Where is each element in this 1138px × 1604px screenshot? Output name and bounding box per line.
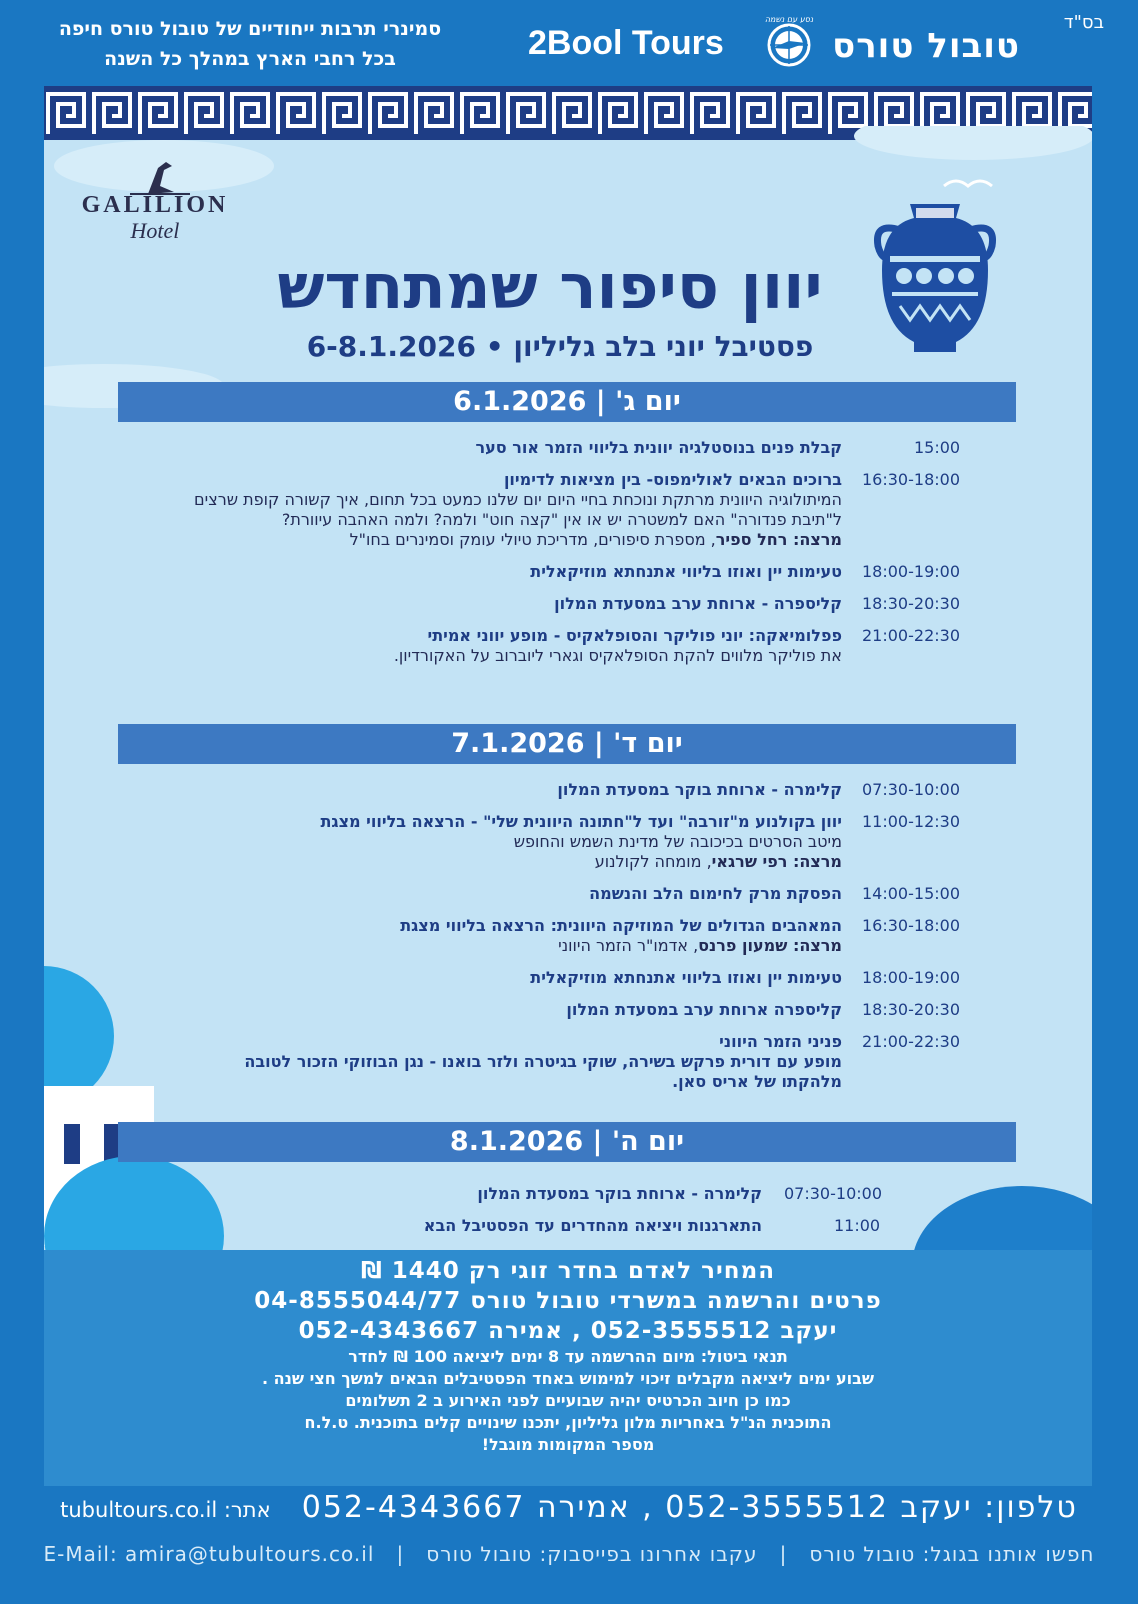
schedule-item xyxy=(62,438,842,458)
time-slot: 21:00-22:30 xyxy=(862,626,960,645)
item-title: פפלומיאקה: יוני פוליקר והסופלאקיס - מופע יווני אמיתי xyxy=(427,626,842,645)
time-slot: 16:30-18:00 xyxy=(862,470,960,489)
footer-social xyxy=(0,1542,1138,1566)
day-header-2: יום ד' | 7.1.2026 xyxy=(118,724,1016,764)
time-slot: 18:00-19:00 xyxy=(862,968,960,987)
disclaimer: התוכנית הנ"ל באחריות מלון גליליון, יתכנו שינויים קלים בתוכנית. ט.ל.ח xyxy=(304,1413,832,1432)
item-title: יוון בקולנוע מ"זורבה" ועד ל"חתונה היוונית שלי" - הרצאה בליווי מצגת xyxy=(320,812,842,831)
time-slot: 18:00-19:00 xyxy=(862,562,960,581)
item-title: התארגנות ויציאה מהחדרים עד הפסטיבל הבא xyxy=(423,1216,762,1235)
hotel-name: GALILION xyxy=(81,192,229,218)
schedule-item xyxy=(62,1184,762,1204)
item-title: טעימות יין ואוזו בליווי אתנחתא מוזיקאלית xyxy=(530,968,842,987)
compass-logo-icon xyxy=(758,12,820,74)
website-link[interactable]: tubultours.co.il xyxy=(60,1498,218,1522)
time-slot: 18:30-20:30 xyxy=(862,1000,960,1019)
price-line: המחיר לאדם בחדר זוגי רק 1440 ₪ xyxy=(360,1258,776,1284)
festival-poster xyxy=(44,86,1092,1486)
schedule-item xyxy=(62,1000,842,1020)
email-link[interactable]: E-Mail: amira@tubultours.co.il xyxy=(43,1542,375,1566)
slogan-line-2: בכל רחבי הארץ במהלך כל השנה xyxy=(104,48,396,70)
day-header-3: יום ה' | 8.1.2026 xyxy=(118,1122,1016,1162)
schedule-item xyxy=(62,968,842,988)
website-label: אתר: xyxy=(223,1498,271,1522)
lecturer-name: מרצה: שמעון פרנס xyxy=(698,936,842,955)
schedule-item xyxy=(62,594,842,614)
bsd-mark: בס"ד xyxy=(1063,12,1104,33)
item-title: פניני הזמר היווני xyxy=(719,1032,842,1051)
lecturer-bio: , אדמו"ר הזמר היווני xyxy=(558,936,699,955)
item-description: המיתולוגיה היוונית מרתקת ונוכחת בחיי היום יום שלנו כמעט בכל תחום, איך קשורה קופת שרצים xyxy=(194,490,842,509)
schedule-item xyxy=(62,1032,842,1092)
facebook-link[interactable]: עקבו אחרונו בפייסבוק: טובול טורס xyxy=(426,1542,758,1566)
logo-slogan: נסע עם נשמה xyxy=(764,15,814,24)
lecturer-bio: , מומחה לקולנוע xyxy=(594,852,712,871)
separator: | xyxy=(396,1542,405,1566)
contact-line: יעקב 052-3555512 , אמירה 052-4343667 xyxy=(298,1318,838,1344)
lecturer-bio: , מספרת סיפורים, מדריכת טיולי עומק וסמינרים בחו"ל xyxy=(349,530,716,549)
item-title: קליספרה - ארוחת ערב במסעדת המלון xyxy=(554,594,842,613)
time-slot: 14:00-15:00 xyxy=(862,884,960,903)
time-slot: 11:00-12:30 xyxy=(862,812,960,831)
time-slot: 16:30-18:00 xyxy=(862,916,960,935)
item-title: טעימות יין ואוזו בליווי אתנחתא מוזיקאלית xyxy=(530,562,842,581)
footer-phones xyxy=(0,1490,1138,1525)
cancel-terms-2: שבוע ימים ליציאה מקבלים זיכוי למימוש באחד הפסטיבלים הבאים למשך חצי שנה . xyxy=(262,1369,874,1388)
limited-seats: מספר המקומות מוגבל! xyxy=(481,1435,655,1454)
lecturer-name: מרצה: רחל ספיר xyxy=(715,530,842,549)
schedule-item xyxy=(62,884,842,904)
hotel-subtitle: Hotel xyxy=(130,218,180,243)
item-title: קלימרה - ארוחת בוקר במסעדת המלון xyxy=(477,1184,762,1203)
schedule-item xyxy=(62,562,842,582)
festival-subtitle: פסטיבל יוני בלב גליליון • 6-8.1.2026 xyxy=(306,330,814,363)
time-slot: 18:30-20:30 xyxy=(862,594,960,613)
brand-name-english: 2Bool Tours xyxy=(528,24,724,62)
google-search-text: חפשו אותנו בגוגל: טובול טורס xyxy=(809,1542,1095,1566)
item-description: את פוליקר מלווים להקת הסופלאקיס וגארי ליוברוב על האקורדיון. xyxy=(393,646,842,665)
item-title: קליספרה ארוחת ערב במסעדת המלון xyxy=(566,1000,842,1019)
schedule-item xyxy=(62,1216,762,1236)
cancel-terms-1: תנאי ביטול: מיום ההרשמה עד 8 ימים ליציאה 100 ₪ לחדר xyxy=(348,1347,788,1366)
slogan-line-1: סמינרי תרבות ייחודיים של טובול טורס חיפה xyxy=(58,18,442,40)
time-slot: 07:30-10:00 xyxy=(784,1184,882,1203)
time-slot: 07:30-10:00 xyxy=(862,780,960,799)
item-title: ברוכים הבאים לאולימפוס- בין מציאות לדימיון xyxy=(503,470,842,489)
separator: | xyxy=(779,1542,788,1566)
item-title: המאהבים הגדולים של המוזיקה היוונית: הרצאה בליווי מצגת xyxy=(400,916,842,935)
cancel-terms-3: כמו כן חיוב הכרטיס יהיה שבועיים לפני האירוע ב 2 תשלומים xyxy=(345,1391,791,1410)
schedule-item xyxy=(62,470,842,550)
header-slogan xyxy=(30,14,470,74)
phone-numbers[interactable]: טלפון: יעקב 052-3555512 , אמירה 052-4343667 xyxy=(301,1490,1078,1525)
hotel-logo xyxy=(70,158,240,248)
greek-vase-icon xyxy=(870,196,1000,356)
pricing-box xyxy=(44,1250,1092,1486)
time-slot: 11:00 xyxy=(834,1216,881,1235)
brand-name-hebrew: טובול טורס xyxy=(832,26,1020,66)
top-header xyxy=(0,0,1138,86)
item-title: קבלת פנים בנוסטלגיה יוונית בליווי הזמר אור סער xyxy=(475,438,842,457)
item-title: הפסקת מרק לחימום הלב והנשמה xyxy=(589,884,842,903)
day-header-1: יום ג' | 6.1.2026 xyxy=(118,382,1016,422)
time-slot: 15:00 xyxy=(914,438,961,457)
schedule-item xyxy=(62,626,842,666)
item-description: מלהקתו של אריס סאן. xyxy=(672,1072,842,1091)
item-description: מיטב הסרטים בכיכובה של מדינת השמש והחופש xyxy=(513,832,842,851)
main-title: יוון סיפור שמתחדש xyxy=(277,250,823,323)
lecturer-name: מרצה: רפי שרגאי xyxy=(711,852,842,871)
schedule-item xyxy=(62,812,842,872)
item-title: קלימרה - ארוחת בוקר במסעדת המלון xyxy=(557,780,842,799)
item-description: מופע עם דורית פרקש בשירה, שוקי בגיטרה ולזר בואנו - נגן הבוזוקי הזכור לטובה xyxy=(244,1052,842,1071)
schedule-item xyxy=(62,780,842,800)
item-description: ל"תיבת פנדורה" האם למשטרה יש או אין "קצה חוט" ולמה? ולמה האהבה עיוורת? xyxy=(281,510,842,529)
time-slot: 21:00-22:30 xyxy=(862,1032,960,1051)
schedule-item xyxy=(62,916,842,956)
registration-line: פרטים והרשמה במשרדי טובול טורס 04-8555044/77 xyxy=(254,1288,882,1314)
